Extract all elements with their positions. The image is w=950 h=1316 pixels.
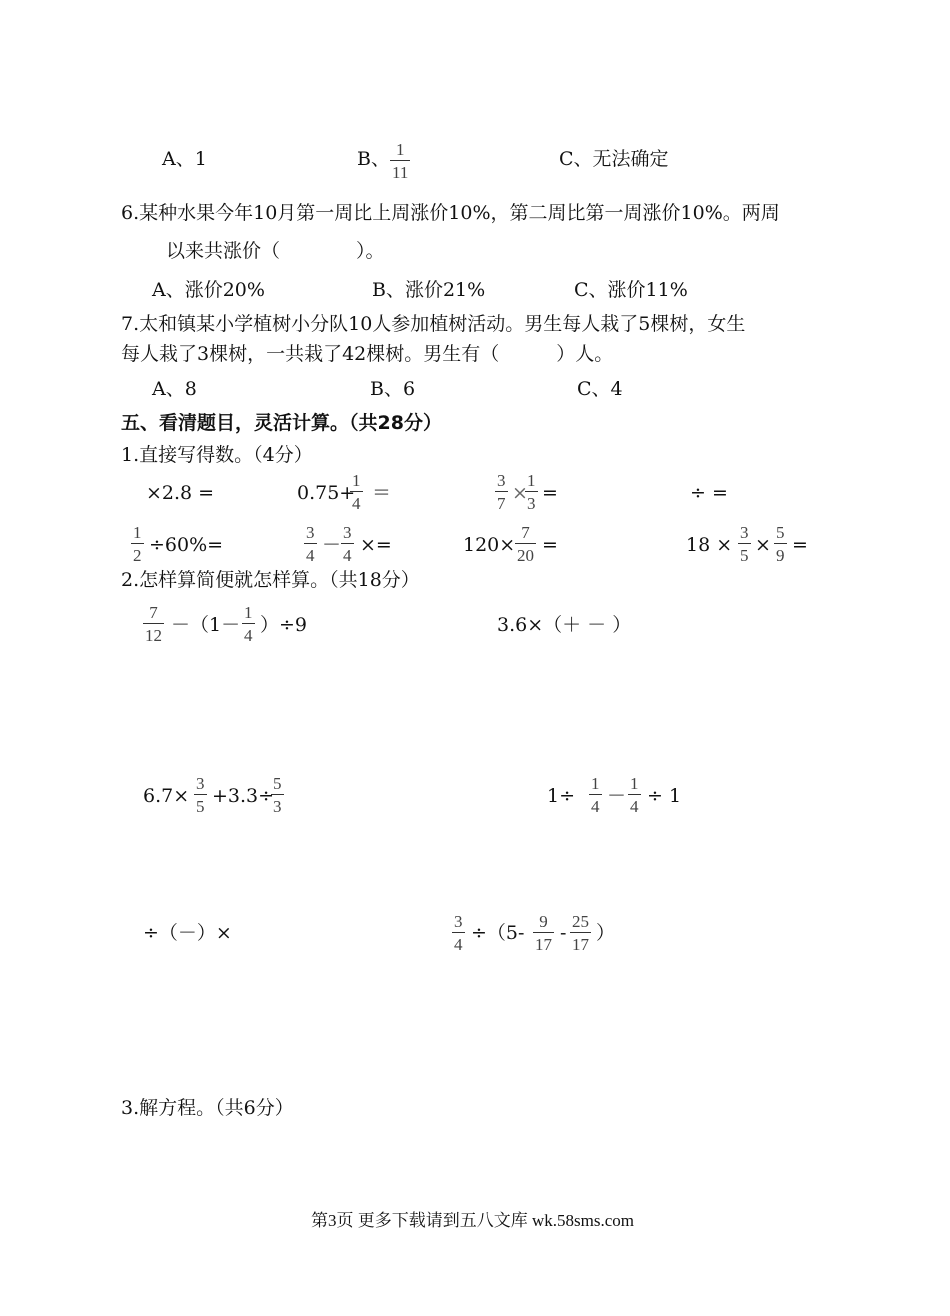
sub2-problem2: 3.6×（＋ － ） bbox=[497, 614, 632, 636]
sub2-problem1-end: ）÷9 bbox=[260, 614, 308, 636]
q7-stem-line1: 7.太和镇某小学植树小分队10人参加植树活动。男生每人栽了5棵树，女生 bbox=[121, 313, 746, 335]
sub1-expr7-prefix: 120× bbox=[463, 534, 516, 556]
q5-option-c: C、无法确定 bbox=[559, 148, 669, 170]
sub1-expr3-times: × bbox=[512, 482, 528, 504]
q6-option-c: C、涨价11% bbox=[574, 279, 688, 301]
sub1-expr1: ×2.8 = bbox=[146, 482, 215, 504]
sub1-expr8-fraction1: $\frac{3}{5}$ bbox=[740, 523, 749, 565]
sub1-expr6-fraction1: $\frac{3}{4}$ bbox=[306, 523, 315, 565]
sub2-problem4-end: ÷ 1 bbox=[647, 785, 682, 807]
sub1-expr8-times: × bbox=[755, 534, 771, 556]
q6-option-a: A、涨价20% bbox=[152, 279, 265, 301]
sub2-title: 2.怎样算简便就怎样算。（共18分） bbox=[121, 569, 420, 591]
sub1-expr2-equals: ＝ bbox=[372, 482, 392, 504]
sub2-problem1-fraction2: $\frac{1}{4}$ bbox=[244, 603, 253, 645]
sub1-expr3-fraction2: $\frac{1}{3}$ bbox=[527, 471, 536, 513]
sub1-expr6-minus: － bbox=[322, 534, 342, 556]
q5-option-a: A、1 bbox=[162, 148, 207, 170]
sub2-problem6-fraction2: $\frac{9}{17}$ bbox=[535, 912, 552, 954]
sub1-expr3-fraction1: $\frac{3}{7}$ bbox=[497, 471, 506, 513]
sub1-expr6-fraction2: $\frac{3}{4}$ bbox=[343, 523, 352, 565]
sub2-problem5: ÷（－）× bbox=[143, 922, 232, 944]
sub1-expr5-rest: ÷60%= bbox=[149, 534, 224, 556]
q7-option-b: B、6 bbox=[370, 378, 416, 400]
q5-option-b-prefix: B、 bbox=[357, 148, 390, 170]
sub1-expr2-prefix: 0.75+ bbox=[297, 482, 356, 504]
sub1-expr6-rest: ×= bbox=[360, 534, 392, 556]
sub1-expr3-equals: = bbox=[542, 482, 558, 504]
q5-option-b-fraction: $\frac{1}{11}$ bbox=[392, 140, 409, 182]
q6-stem-line1: 6.某种水果今年10月第一周比上周涨价10%，第二周比第一周涨价10%。两周 bbox=[121, 202, 780, 224]
sub2-problem4-fraction1: $\frac{1}{4}$ bbox=[591, 774, 600, 816]
sub2-problem6-fraction3: $\frac{25}{17}$ bbox=[572, 912, 589, 954]
sub3-title: 3.解方程。（共6分） bbox=[121, 1097, 294, 1119]
sub1-expr8-fraction2: $\frac{5}{9}$ bbox=[776, 523, 785, 565]
sub2-problem3-middle: +3.3÷ bbox=[212, 785, 275, 807]
q6-stem-line2: 以来共涨价（ ）。 bbox=[166, 240, 385, 262]
sub1-expr2-fraction: $\frac{1}{4}$ bbox=[352, 471, 361, 513]
sub2-problem6-end: ） bbox=[596, 922, 616, 944]
sub1-expr7-equals: = bbox=[542, 534, 558, 556]
q7-option-c: C、4 bbox=[577, 378, 623, 400]
sub1-expr4: ÷ = bbox=[690, 482, 728, 504]
sub2-problem4-minus: － bbox=[607, 785, 627, 807]
q6-option-b: B、涨价21% bbox=[372, 279, 486, 301]
sub1-expr8-prefix: 18 × bbox=[686, 534, 733, 556]
sub2-problem6-minus: - bbox=[560, 922, 567, 944]
sub2-problem6-fraction1: $\frac{3}{4}$ bbox=[454, 912, 463, 954]
sub2-problem3-fraction2: $\frac{5}{3}$ bbox=[273, 774, 282, 816]
sub2-problem4-prefix: 1÷ bbox=[547, 785, 576, 807]
page-footer: 第3页 更多下载请到五八文库 wk.58sms.com bbox=[311, 1211, 634, 1230]
q7-option-a: A、8 bbox=[152, 378, 197, 400]
section5-title: 五、看清题目，灵活计算。（共28分） bbox=[121, 412, 442, 434]
sub1-expr5-fraction: $\frac{1}{2}$ bbox=[133, 523, 142, 565]
sub1-expr8-equals: = bbox=[792, 534, 808, 556]
sub2-problem6-middle: ÷（5- bbox=[471, 922, 525, 944]
sub2-problem1-fraction1: $\frac{7}{12}$ bbox=[145, 603, 162, 645]
sub1-title: 1.直接写得数。（4分） bbox=[121, 444, 313, 466]
sub1-expr7-fraction: $\frac{7}{20}$ bbox=[517, 523, 534, 565]
sub2-problem3-fraction1: $\frac{3}{5}$ bbox=[196, 774, 205, 816]
q7-stem-line2: 每人栽了3棵树，一共栽了42棵树。男生有（ ）人。 bbox=[121, 343, 614, 365]
sub2-problem4-fraction2: $\frac{1}{4}$ bbox=[630, 774, 639, 816]
sub2-problem1-middle: －（1－ bbox=[171, 614, 241, 636]
sub2-problem3-prefix: 6.7× bbox=[143, 785, 190, 807]
